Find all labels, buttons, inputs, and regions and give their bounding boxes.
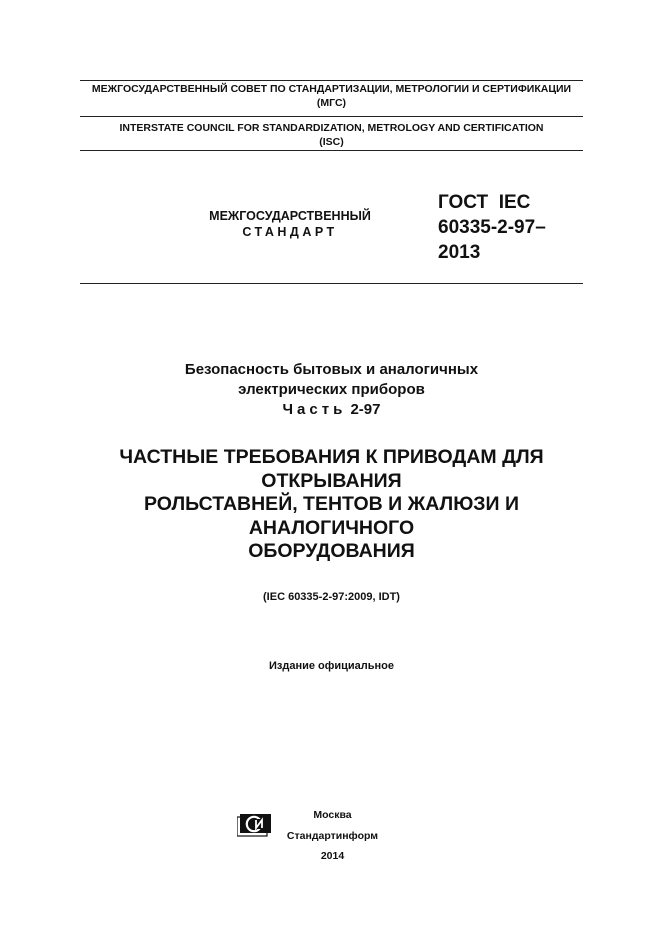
subtitle — [80, 360, 583, 420]
edition-note: Издание официальное — [268, 660, 395, 672]
council-ru — [80, 82, 583, 110]
subtitle-line2: электрических приборов — [238, 381, 425, 398]
standard-kind-line2: СТАНДАРТ — [242, 225, 338, 239]
main-title — [80, 446, 583, 564]
subtitle-part — [80, 400, 583, 420]
council-ru-abbr: (МГС) — [316, 97, 347, 109]
main-title-line4: АНАЛОГИЧНОГО — [248, 516, 415, 539]
council-ru-name: МЕЖГОСУДАРСТВЕННЫЙ СОВЕТ ПО СТАНДАРТИЗАЦИИ, МЕТРОЛОГИИ И СЕРТИФИКАЦИИ — [91, 83, 572, 95]
council-en-abbr: (ISC) — [319, 136, 344, 148]
standard-kind-line1: МЕЖГОСУДАРСТВЕННЫЙ — [209, 209, 371, 223]
standard-divider — [80, 283, 583, 284]
top-divider — [80, 80, 583, 81]
main-title-line5: ОБОРУДОВАНИЯ — [248, 540, 415, 562]
main-title-line3: РОЛЬСТАВНЕЙ, ТЕНТОВ И ЖАЛЮЗИ И — [144, 493, 519, 515]
standard-number-line3: 2013 — [438, 242, 481, 263]
part-word: Часть — [282, 401, 347, 418]
iec-reference: (IEC 60335-2-97:2009, IDT) — [263, 591, 400, 603]
main-title-line1: ЧАСТНЫЕ ТРЕБОВАНИЯ К ПРИВОДАМ ДЛЯ — [119, 446, 544, 468]
council-en — [80, 121, 583, 149]
council-en-name: INTERSTATE COUNCIL FOR STANDARDIZATION, METROLOGY AND CERTIFICATION — [119, 122, 544, 134]
publisher-name: Стандартинформ — [286, 830, 379, 842]
standartinform-logo-icon — [237, 814, 271, 838]
subtitle-line1: Безопасность бытовых и аналогичных — [184, 361, 479, 378]
council-divider — [80, 116, 583, 117]
header-divider — [80, 150, 583, 151]
standard-number-line1: ГОСТ IEC — [438, 192, 531, 213]
main-title-line2: ОТКРЫВАНИЯ — [261, 469, 402, 492]
standard-kind — [190, 208, 390, 240]
standard-number-line2: 60335-2-97– — [438, 217, 546, 238]
publisher-city: Москва — [313, 809, 352, 821]
part-number: 2-97 — [350, 401, 381, 418]
publisher-year: 2014 — [320, 850, 345, 862]
standard-number — [438, 190, 588, 265]
